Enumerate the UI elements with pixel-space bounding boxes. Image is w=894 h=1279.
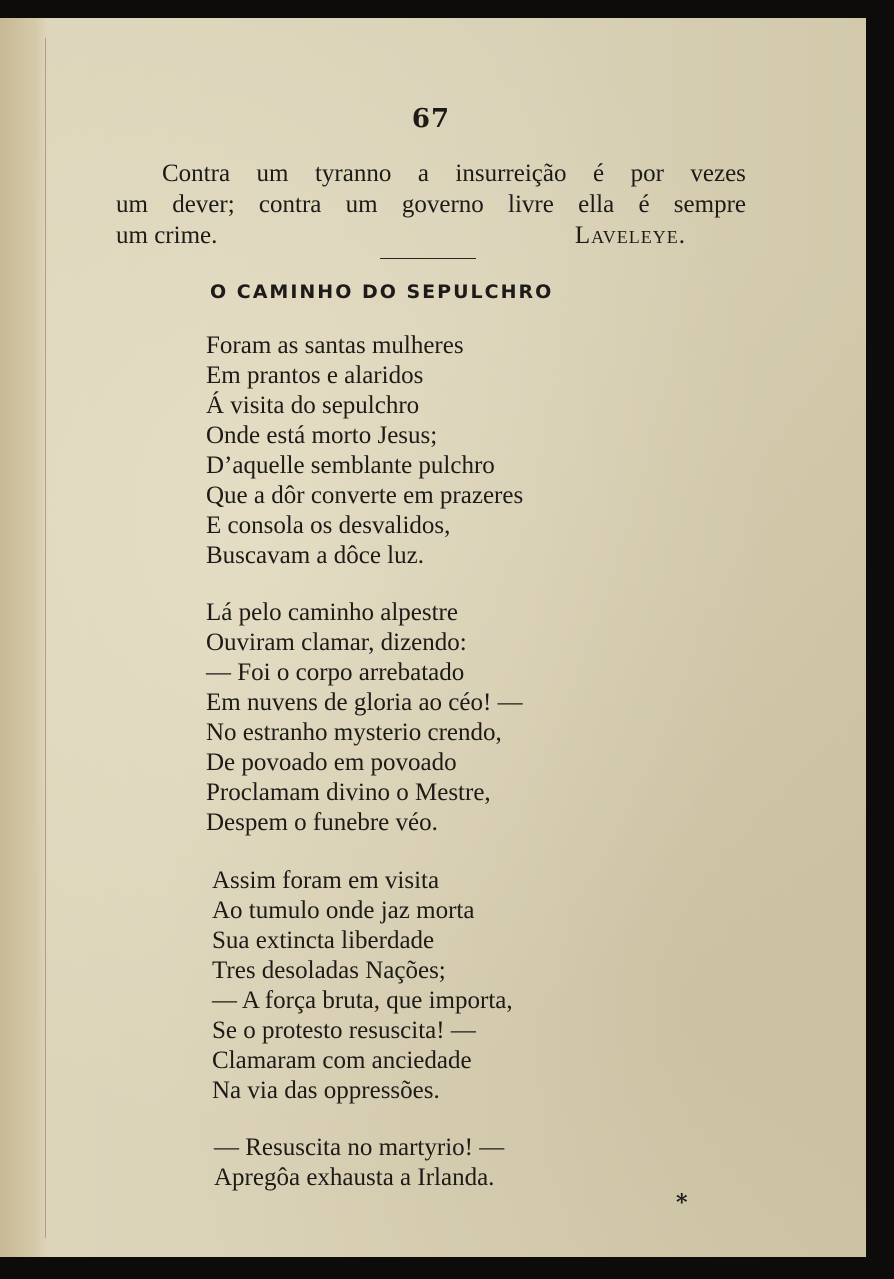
verse-line: Assim foram em visita [212, 867, 440, 894]
verse-line: — Foi o corpo arrebatado [206, 659, 465, 686]
stanza-3 [212, 866, 513, 1106]
verse-line: Sua extincta liberdade [212, 927, 435, 954]
stanza-2 [206, 598, 523, 838]
epigraph-line-1: Contra um tyranno a insurreição é por vezes [162, 160, 746, 187]
epigraph [116, 158, 746, 251]
verse-line: Que a dôr converte em prazeres [206, 482, 524, 509]
verse-line: Ao tumulo onde jaz morta [212, 897, 475, 924]
verse-line: Tres desoladas Nações; [212, 957, 446, 984]
verse-line: De povoado em povoado [206, 749, 457, 776]
verse-line: Na via das oppressões. [212, 1077, 440, 1104]
stanza-4 [214, 1133, 504, 1193]
verse-line: Apregôa exhausta a Irlanda. [214, 1164, 495, 1191]
gutter-crease [45, 38, 46, 1238]
verse-line: — Resuscita no martyrio! — [214, 1134, 505, 1161]
verse-line: Despem o funebre véo. [206, 809, 438, 836]
poem-title: O CAMINHO DO SEPULCHRO [210, 281, 554, 303]
epigraph-end: um crime. [116, 222, 218, 249]
page-number: 67 [411, 104, 451, 134]
verse-line: Proclamam divino o Mestre, [206, 779, 491, 806]
verse-line: — A força bruta, que importa, [212, 987, 513, 1014]
verse-line: D’aquelle semblante pulchro [206, 452, 495, 479]
verse-line: No estranho mysterio crendo, [206, 719, 502, 746]
verse-line: Á visita do sepulchro [206, 392, 420, 419]
verse-line: Se o protesto resuscita! — [212, 1017, 476, 1044]
signature-mark: * [676, 1190, 688, 1216]
epigraph-attribution: Laveleye. [574, 222, 686, 249]
epigraph-line-2: um dever; contra um governo livre ella é sempre [116, 191, 746, 218]
verse-line: Buscavam a dôce luz. [206, 542, 424, 569]
epigraph-line-3 [116, 220, 746, 251]
book-page [0, 18, 866, 1257]
verse-line: Lá pelo caminho alpestre [206, 599, 458, 626]
verse-line: Foram as santas mulheres [206, 332, 464, 359]
verse-line: Em nuvens de gloria ao céo! — [206, 689, 523, 716]
verse-line: Onde está morto Jesus; [206, 422, 438, 449]
verse-line: E consola os desvalidos, [206, 512, 451, 539]
stanza-1 [206, 331, 523, 571]
verse-line: Em prantos e alaridos [206, 362, 424, 389]
page-gutter [0, 18, 48, 1257]
verse-line: Clamaram com anciedade [212, 1047, 472, 1074]
verse-line: Ouviram clamar, dizendo: [206, 629, 467, 656]
section-divider [380, 258, 476, 259]
